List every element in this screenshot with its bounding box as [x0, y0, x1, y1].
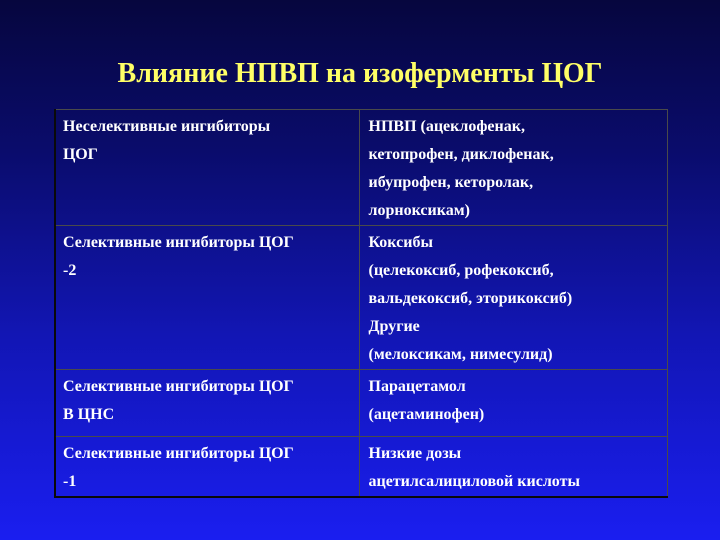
- cell-line: (мелоксикам, нимесулид): [368, 346, 553, 363]
- cox-inhibitors-table-wrapper: [54, 109, 666, 489]
- cell-line: лорноксикам): [368, 202, 470, 219]
- cell-line: Селективные ингибиторы ЦОГ: [63, 378, 294, 395]
- cell-line: ацетилсалициловой кислоты: [368, 473, 580, 490]
- cell-line: -2: [63, 262, 77, 279]
- cell-line: В ЦНС: [63, 406, 115, 423]
- slide-title: Влияние НПВП на изоферменты ЦОГ: [117, 58, 603, 89]
- cell-line: Неселективные ингибиторы: [63, 118, 271, 135]
- cell-line: (целекоксиб, рофекоксиб,: [368, 262, 554, 279]
- drug-list-cell: [359, 110, 667, 226]
- table-row: [55, 370, 667, 437]
- cell-line: (ацетаминофен): [368, 406, 485, 423]
- drug-list-cell: [359, 226, 667, 370]
- table-row: [55, 110, 667, 226]
- table-row: [55, 226, 667, 370]
- drug-list-cell: [359, 437, 667, 498]
- cell-line: Парацетамол: [368, 378, 466, 395]
- cell-line: кетопрофен, диклофенак,: [368, 146, 554, 163]
- cell-line: -1: [63, 473, 77, 490]
- cox-inhibitors-table: [54, 109, 668, 498]
- cell-line: ибупрофен, кеторолак,: [368, 174, 534, 191]
- inhibitor-class-cell: [55, 370, 359, 437]
- table-row: [55, 437, 667, 498]
- cell-line: вальдекоксиб, эторикоксиб): [368, 290, 573, 307]
- inhibitor-class-cell: [55, 437, 359, 498]
- cell-line: Низкие дозы: [368, 445, 462, 462]
- cell-line: Селективные ингибиторы ЦОГ: [63, 445, 294, 462]
- inhibitor-class-cell: [55, 226, 359, 370]
- cell-line: Коксибы: [368, 234, 433, 251]
- cell-line: Другие: [368, 318, 420, 335]
- cell-line: НПВП (ацеклофенак,: [368, 118, 525, 135]
- cell-line: Селективные ингибиторы ЦОГ: [63, 234, 294, 251]
- inhibitor-class-cell: [55, 110, 359, 226]
- drug-list-cell: [359, 370, 667, 437]
- cell-line: ЦОГ: [63, 146, 98, 163]
